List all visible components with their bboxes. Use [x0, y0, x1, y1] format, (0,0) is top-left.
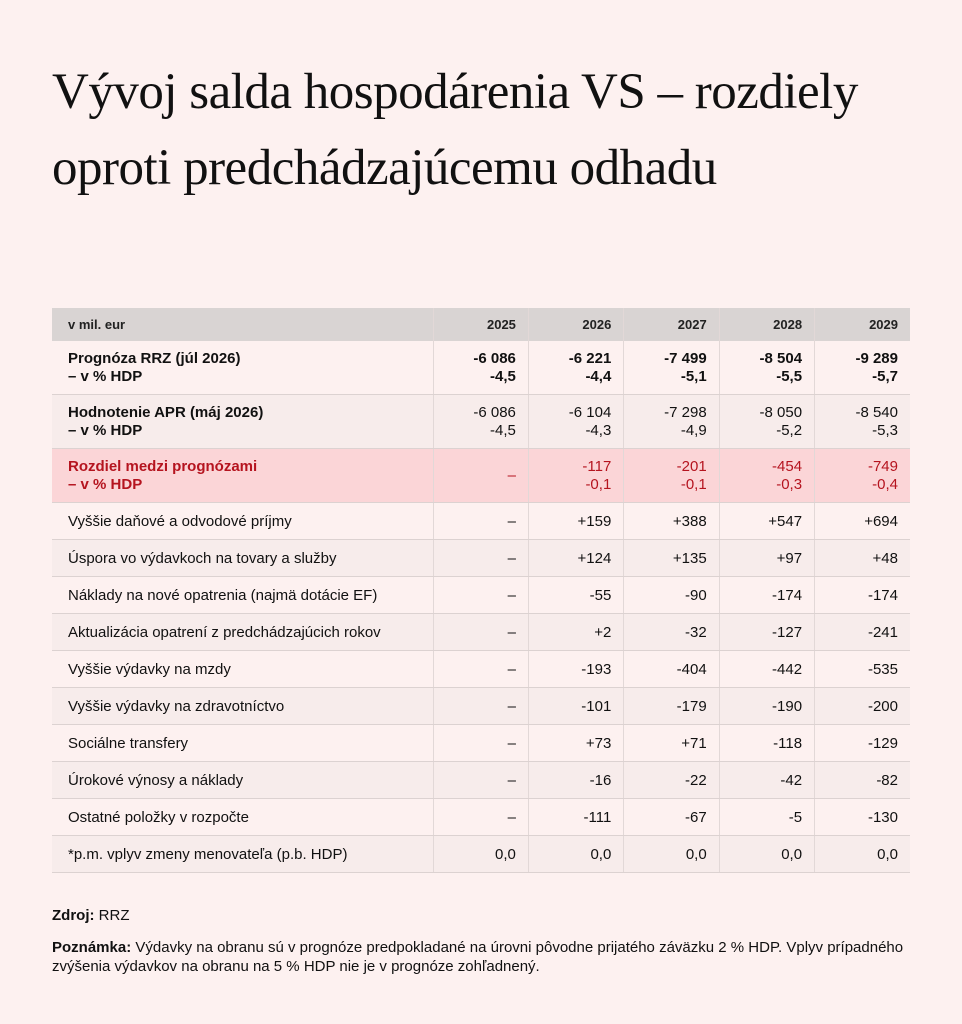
value-cell [433, 341, 528, 395]
value-cell [528, 395, 623, 449]
amount-value: -8 050 [759, 403, 803, 421]
table-row [52, 762, 910, 799]
value-cell [624, 449, 719, 503]
value-cell: -101 [528, 688, 623, 725]
value-cell: 0,0 [433, 836, 528, 873]
amount-value: -7 298 [664, 403, 707, 421]
year-header: 2029 [815, 308, 910, 341]
value-cell: -404 [624, 651, 719, 688]
value-cell: -22 [624, 762, 719, 799]
row-label: Rozdiel medzi prognózami [68, 457, 258, 475]
pct-value: -0,3 [776, 475, 803, 493]
value-cell: -241 [815, 614, 910, 651]
amount-value: -6 086 [473, 349, 516, 367]
amount-value: -9 289 [855, 349, 898, 367]
row-label: Vyššie výdavky na mzdy [52, 651, 433, 688]
pct-value: -4,3 [585, 421, 612, 439]
value-cell: +135 [624, 540, 719, 577]
row-label: Úrokové výnosy a náklady [52, 762, 433, 799]
table-header-row [52, 308, 910, 341]
value-cell [624, 341, 719, 395]
pct-value: -4,5 [490, 367, 516, 385]
value-cell: -42 [719, 762, 814, 799]
pct-value: -4,5 [490, 421, 516, 439]
table-row [52, 725, 910, 762]
pct-value: -5,3 [872, 421, 898, 439]
year-header: 2027 [624, 308, 719, 341]
forecast-row [52, 395, 910, 449]
row-label-cell [52, 341, 433, 395]
table-row [52, 651, 910, 688]
value-cell: +97 [719, 540, 814, 577]
value-cell [624, 395, 719, 449]
value-cell [815, 395, 910, 449]
value-cell: 0,0 [624, 836, 719, 873]
amount-value: -454 [772, 457, 803, 475]
amount-value: -6 221 [568, 349, 612, 367]
value-cell: -174 [719, 577, 814, 614]
value-cell: – [433, 614, 528, 651]
row-label: Hodnotenie APR (máj 2026) [68, 403, 264, 421]
row-sublabel: – v % HDP [68, 421, 143, 439]
year-header: 2028 [719, 308, 814, 341]
amount-value: -8 504 [759, 349, 803, 367]
year-header: 2026 [528, 308, 623, 341]
amount-value: – [507, 466, 516, 484]
table-row [52, 577, 910, 614]
value-cell: +388 [624, 503, 719, 540]
amount-value: -749 [867, 457, 898, 475]
value-cell: -190 [719, 688, 814, 725]
pct-value: -5,7 [872, 367, 898, 385]
row-label: Vyššie výdavky na zdravotníctvo [52, 688, 433, 725]
forecast-row [52, 449, 910, 503]
value-cell: +159 [528, 503, 623, 540]
value-cell: -118 [719, 725, 814, 762]
value-cell [433, 449, 528, 503]
value-cell: 0,0 [719, 836, 814, 873]
value-cell: -130 [815, 799, 910, 836]
value-cell: -16 [528, 762, 623, 799]
value-cell: -179 [624, 688, 719, 725]
amount-value: -6 086 [473, 403, 516, 421]
pct-value: -5,1 [680, 367, 707, 385]
value-cell: – [433, 577, 528, 614]
value-cell [433, 395, 528, 449]
table-row [52, 540, 910, 577]
row-label-cell [52, 395, 433, 449]
pct-value: -0,1 [680, 475, 707, 493]
value-cell [719, 449, 814, 503]
row-label: Náklady na nové opatrenia (najmä dotácie EF) [52, 577, 433, 614]
value-cell: +694 [815, 503, 910, 540]
value-cell [528, 449, 623, 503]
value-cell: -111 [528, 799, 623, 836]
row-sublabel: – v % HDP [68, 367, 143, 385]
footer-notes [52, 906, 922, 989]
row-label: Prognóza RRZ (júl 2026) [68, 349, 241, 367]
pct-value: -5,2 [776, 421, 803, 439]
value-cell: – [433, 651, 528, 688]
value-cell: 0,0 [528, 836, 623, 873]
pct-value: -0,4 [872, 475, 898, 493]
source-value: RRZ [98, 907, 130, 924]
value-cell: -5 [719, 799, 814, 836]
value-cell: -200 [815, 688, 910, 725]
value-cell: -127 [719, 614, 814, 651]
row-sublabel: – v % HDP [68, 475, 143, 493]
value-cell: -67 [624, 799, 719, 836]
table-row [52, 503, 910, 540]
value-cell [719, 341, 814, 395]
note-text: Výdavky na obranu sú v prognóze predpokladané na úrovni pôvodne prijatého záväzku 2 % HDP. Vplyv prípadného zvýšenia výdavkov na obranu na 5 % HDP nie je v prognóze zohľadnený. [52, 939, 904, 975]
amount-value: -117 [582, 457, 612, 475]
pct-value: -4,4 [585, 367, 612, 385]
source-note [52, 906, 922, 925]
value-cell: +2 [528, 614, 623, 651]
value-cell [815, 341, 910, 395]
value-cell: -55 [528, 577, 623, 614]
value-cell: – [433, 799, 528, 836]
value-cell: -174 [815, 577, 910, 614]
pct-value: -4,9 [680, 421, 707, 439]
row-label: *p.m. vplyv zmeny menovateľa (p.b. HDP) [52, 836, 433, 873]
page-title: Vývoj salda hospodárenia VS – rozdiely oproti predchádzajúcemu odhadu [52, 64, 858, 196]
row-label: Aktualizácia opatrení z predchádzajúcich rokov [52, 614, 433, 651]
value-cell: -129 [815, 725, 910, 762]
value-cell: -82 [815, 762, 910, 799]
balance-table [52, 308, 910, 873]
note-label: Poznámka: [52, 939, 132, 956]
row-label: Vyššie daňové a odvodové príjmy [52, 503, 433, 540]
value-cell: – [433, 762, 528, 799]
value-cell: – [433, 540, 528, 577]
source-label: Zdroj: [52, 907, 95, 924]
value-cell: +73 [528, 725, 623, 762]
value-cell: -535 [815, 651, 910, 688]
value-cell [528, 341, 623, 395]
table-row [52, 688, 910, 725]
forecast-row [52, 341, 910, 395]
amount-value: -8 540 [855, 403, 898, 421]
pct-value: -0,1 [585, 475, 612, 493]
table-row [52, 836, 910, 873]
value-cell: +71 [624, 725, 719, 762]
value-cell: +124 [528, 540, 623, 577]
value-cell [815, 449, 910, 503]
value-cell: – [433, 725, 528, 762]
amount-value: -6 104 [568, 403, 612, 421]
value-cell: +547 [719, 503, 814, 540]
value-cell: -32 [624, 614, 719, 651]
row-label: Sociálne transfery [52, 725, 433, 762]
row-label: Ostatné položky v rozpočte [52, 799, 433, 836]
value-cell: +48 [815, 540, 910, 577]
table-row [52, 799, 910, 836]
amount-value: -7 499 [664, 349, 707, 367]
value-cell: – [433, 503, 528, 540]
pct-value: -5,5 [776, 367, 803, 385]
row-label-cell [52, 449, 433, 503]
table-row [52, 614, 910, 651]
year-header: 2025 [433, 308, 528, 341]
value-cell: -442 [719, 651, 814, 688]
value-cell: -193 [528, 651, 623, 688]
value-cell [719, 395, 814, 449]
value-cell: -90 [624, 577, 719, 614]
amount-value: -201 [676, 457, 707, 475]
unit-header: v mil. eur [52, 308, 433, 341]
value-cell: – [433, 688, 528, 725]
remark-note [52, 938, 922, 976]
value-cell: 0,0 [815, 836, 910, 873]
row-label: Úspora vo výdavkoch na tovary a služby [52, 540, 433, 577]
